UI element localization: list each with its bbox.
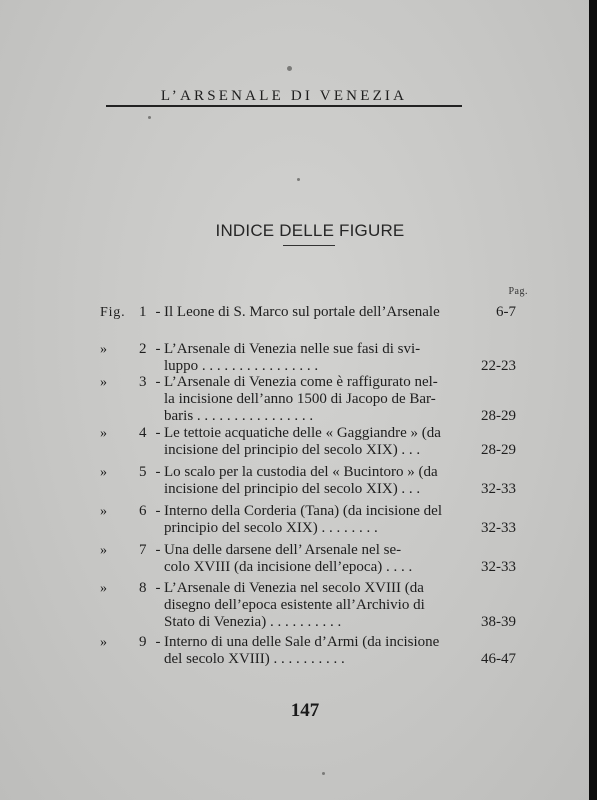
page-reference: 28-29	[481, 408, 516, 424]
caption-line: Stato di Venezia) . . . . . . . . . .	[164, 614, 342, 630]
figure-number: 7	[139, 542, 147, 558]
figure-caption	[164, 425, 464, 459]
page-reference: 28-29	[481, 442, 516, 458]
figure-number: 6	[139, 503, 147, 519]
figure-caption	[164, 304, 464, 321]
caption-line: baris . . . . . . . . . . . . . . . .	[164, 408, 314, 424]
paper-speck	[148, 116, 151, 119]
figure-number: 4	[139, 425, 147, 441]
page-reference: 32-33	[481, 520, 516, 536]
ditto-mark: »	[100, 342, 107, 357]
caption-line: principio del secolo XIX) . . . . . . . .	[164, 520, 378, 536]
caption-line: Interno di una delle Sale d’Armi (da incisione	[164, 634, 440, 650]
figure-caption	[164, 374, 464, 425]
caption-line: Le tettoie acquatiche delle « Gaggiandre » (da	[164, 425, 441, 441]
ditto-mark: »	[100, 581, 107, 596]
caption-line: L’Arsenale di Venezia nel secolo XVIII (da	[164, 580, 424, 596]
figure-caption	[164, 580, 464, 631]
title-underline	[283, 245, 335, 246]
caption-line: Interno della Corderia (Tana) (da incisione del	[164, 503, 442, 519]
separator-dash: -	[155, 580, 161, 596]
page-title: INDICE DELLE FIGURE	[215, 221, 405, 240]
figure-number: 1	[139, 304, 147, 320]
ditto-mark: »	[100, 426, 107, 441]
page-reference: 32-33	[481, 481, 516, 497]
figure-number: 5	[139, 464, 147, 480]
figure-number: 2	[139, 341, 147, 357]
paper-speck	[287, 66, 292, 71]
caption-line: Lo scalo per la custodia del « Bucintoro » (da	[164, 464, 438, 480]
page-reference: 6-7	[496, 304, 516, 320]
running-head: L’ARSENALE DI VENEZIA	[160, 88, 408, 104]
figure-number: 9	[139, 634, 147, 650]
caption-line: disegno dell’epoca esistente all’Archivio di	[164, 597, 425, 613]
paper-speck	[297, 178, 300, 181]
figure-number: 3	[139, 374, 147, 390]
pag-column-label: Pag.	[508, 286, 528, 297]
caption-line: L’Arsenale di Venezia nelle sue fasi di svi-	[164, 341, 421, 357]
page-reference: 32-33	[481, 559, 516, 575]
separator-dash: -	[155, 503, 161, 519]
caption-line: la incisione dell’anno 1500 di Jacopo de Bar-	[164, 391, 436, 407]
separator-dash: -	[155, 542, 161, 558]
page-reference: 22-23	[481, 358, 516, 374]
figure-caption	[164, 542, 464, 576]
ditto-mark: »	[100, 375, 107, 390]
page-reference: 38-39	[481, 614, 516, 630]
ditto-mark: »	[100, 543, 107, 558]
caption-line: incisione del principio del secolo XIX) . . .	[164, 481, 421, 497]
caption-line: Il Leone di S. Marco sul portale dell’Arsenale	[164, 304, 440, 320]
header-rule	[106, 105, 462, 107]
separator-dash: -	[155, 341, 161, 357]
figure-caption	[164, 464, 464, 498]
figure-caption	[164, 341, 464, 375]
caption-line: L’Arsenale di Venezia come è raffigurato nel-	[164, 374, 438, 390]
separator-dash: -	[155, 304, 161, 320]
ditto-mark: »	[100, 635, 107, 650]
separator-dash: -	[155, 374, 161, 390]
caption-line: luppo . . . . . . . . . . . . . . . .	[164, 358, 319, 374]
caption-line: del secolo XVIII) . . . . . . . . . .	[164, 651, 345, 667]
page-number: 147	[290, 700, 320, 721]
separator-dash: -	[155, 634, 161, 650]
figure-caption	[164, 503, 464, 537]
separator-dash: -	[155, 425, 161, 441]
book-gutter-edge	[589, 0, 597, 800]
page-reference: 46-47	[481, 651, 516, 667]
paper-speck	[322, 772, 325, 775]
ditto-mark: »	[100, 465, 107, 480]
ditto-mark: »	[100, 504, 107, 519]
caption-line: Una delle darsene dell’ Arsenale nel se-	[164, 542, 402, 558]
caption-line: colo XVIII (da incisione dell’epoca) . . . .	[164, 559, 413, 575]
figure-caption	[164, 634, 464, 668]
figure-number: 8	[139, 580, 147, 596]
fig-label: Fig.	[100, 305, 126, 320]
caption-line: incisione del principio del secolo XIX) . . .	[164, 442, 421, 458]
separator-dash: -	[155, 464, 161, 480]
